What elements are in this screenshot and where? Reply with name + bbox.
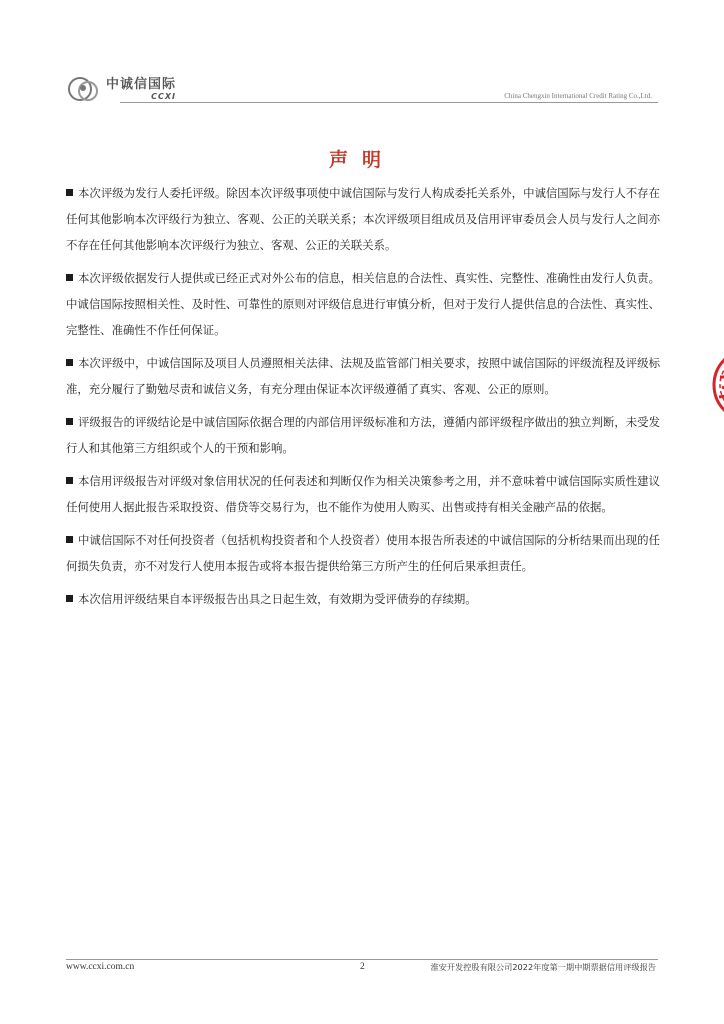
statement-paragraph-2 — [66, 265, 660, 343]
statement-paragraph-1 — [66, 180, 660, 258]
page-title: 声明 — [328, 149, 395, 171]
square-bullet-icon — [66, 536, 73, 543]
paragraph-text: 本次信用评级结果自本评级报告出具之日起生效，有效期为受评债券的存续期。 — [78, 592, 477, 606]
paragraph-text: 本次评级中，中诚信国际及项目人员遵照相关法律、法规及监管部门相关要求，按照中诚信国际的评级流程及评级标准，充分履行了勤勉尽责和诚信义务，有充分理由保证本次评级遵循了真实、客观、公正的原则。 — [66, 356, 660, 396]
logo-chinese-name: 中诚信国际 — [106, 76, 177, 92]
footer-website-link[interactable]: www.ccxi.com.cn — [66, 962, 135, 972]
company-english-name: China Chengxin International Credit Rating Co.,Ltd. — [504, 92, 652, 100]
square-bullet-icon — [66, 274, 73, 281]
paragraph-text: 本信用评级报告对评级对象信用状况的任何表述和判断仅作为相关决策参考之用，并不意味着中诚信国际实质性建议任何使用人据此报告采取投资、借贷等交易行为，也不能作为使用人购买、出售或持有相关金融产品的依据。 — [66, 474, 660, 514]
square-bullet-icon — [66, 477, 73, 484]
paragraph-text: 评级报告的评级结论是中诚信国际依据合理的内部信用评级标准和方法，遵循内部评级程序做出的独立判断，未受发行人和其他第三方组织或个人的干预和影响。 — [66, 415, 660, 455]
page-header — [66, 74, 658, 106]
statement-paragraph-3 — [66, 350, 660, 402]
header-divider — [120, 102, 658, 103]
square-bullet-icon — [66, 189, 73, 196]
square-bullet-icon — [66, 595, 73, 602]
paragraph-text: 本次评级依据发行人提供或已经正式对外公布的信息，相关信息的合法性、真实性、完整性、准确性由发行人负责。中诚信国际按照相关性、及时性、可靠性的原则对评级信息进行审慎分析，但对于发行人提供信息的合法性、真实性、完整性、准确性不作任何保证。 — [66, 271, 660, 337]
official-seal-icon — [710, 335, 724, 435]
square-bullet-icon — [66, 359, 73, 366]
footer-report-title: 淮安开发控股有限公司2022年度第一期中期票据信用评级报告 — [430, 962, 656, 972]
statement-paragraph-7 — [66, 586, 660, 612]
paragraph-text: 中诚信国际不对任何投资者（包括机构投资者和个人投资者）使用本报告所表述的中诚信国际的分析结果而出现的任何损失负责，亦不对发行人使用本报告或将本报告提供给第三方所产生的任何后果承担责任。 — [66, 533, 660, 573]
statement-paragraph-4 — [66, 409, 660, 461]
logo-english-name: CCXI — [151, 91, 177, 101]
statement-paragraph-6 — [66, 527, 660, 579]
page-number: 2 — [360, 962, 365, 972]
square-bullet-icon — [66, 418, 73, 425]
statement-paragraph-5 — [66, 468, 660, 520]
statement-body — [66, 180, 660, 619]
ccxi-logo-mark-icon — [66, 74, 104, 104]
ccxi-logo — [66, 74, 176, 104]
paragraph-text: 本次评级为发行人委托评级。除因本次评级事项使中诚信国际与发行人构成委托关系外，中诚信国际与发行人不存在任何其他影响本次评级行为独立、客观、公正的关联关系；本次评级项目组成员及信用评审委员会人员与发行人之间亦不存在任何其他影响本次评级行为独立、客观、公正的关联关系。 — [66, 186, 660, 252]
footer-divider — [66, 959, 658, 960]
